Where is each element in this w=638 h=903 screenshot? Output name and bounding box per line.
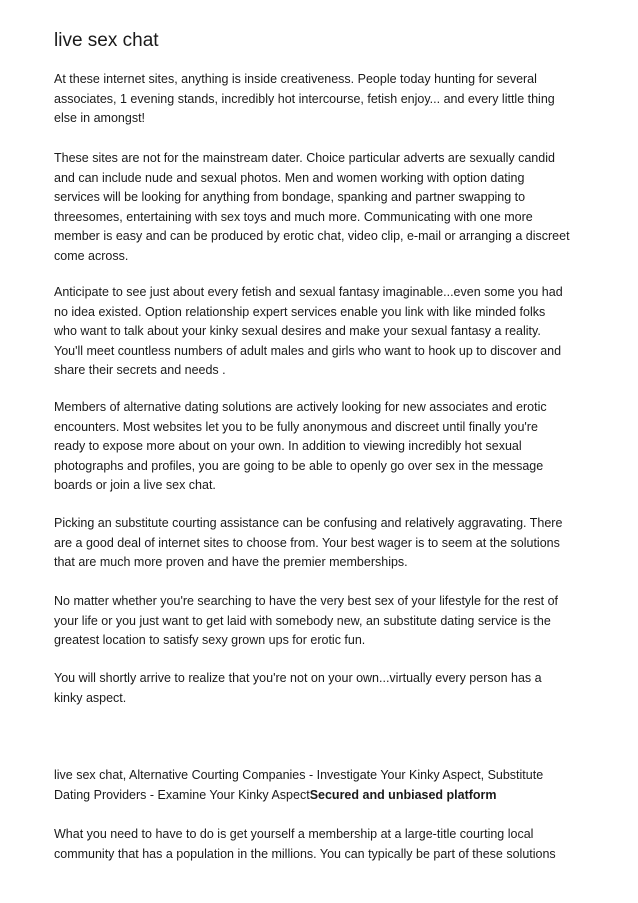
paragraph-1 — [54, 70, 594, 129]
paragraph-line: who want to talk about your kinky sexual desires and make your sexual fantasy a reality. — [54, 324, 541, 339]
paragraph-line: encounters. Most websites let you to be fully anonymous and discreet until finally you're — [54, 419, 538, 434]
platform-heading: Secured and unbiased platform — [309, 787, 497, 802]
paragraph-line: else in amongst! — [54, 111, 146, 126]
paragraph-line: What you need to have to do is get yourself a membership at a large-title courting local — [54, 827, 534, 841]
paragraph-5 — [54, 514, 594, 573]
paragraph-line: services will be looking for anything from bondage, spanking and partner swapping to — [54, 190, 526, 205]
keywords-line: live sex chat, Alternative Courting Companies - Investigate Your Kinky Aspect, Substitute — [54, 768, 544, 782]
paragraph-line: are a good deal of internet sites to choose from. Your best wager is to seem at the solutions — [54, 535, 560, 550]
paragraph-line: You'll meet countless numbers of adult males and girls who want to hook up to discover and — [54, 343, 562, 358]
paragraph-line: kinky aspect. — [54, 690, 127, 705]
paragraph-line: At these internet sites, anything is inside creativeness. People today hunting for several — [54, 72, 537, 86]
paragraph-line: boards or join a live sex chat. — [54, 478, 216, 493]
paragraph-4 — [54, 398, 594, 496]
paragraph-line: member is easy and can be produced by erotic chat, video clip, e-mail or arranging a discreet — [54, 229, 570, 244]
keywords-line — [54, 786, 594, 806]
paragraph-3 — [54, 283, 594, 381]
paragraph-line: No matter whether you're searching to have the very best sex of your lifestyle for the rest of — [54, 594, 559, 608]
paragraph-line: These sites are not for the mainstream dater. Choice particular adverts are sexually candid — [54, 151, 555, 165]
keywords-paragraph — [54, 766, 594, 805]
paragraph-2 — [54, 149, 594, 267]
paragraph-line: threesomes, entertaining with sex toys and much more. Communicating with one more — [54, 209, 533, 224]
paragraph-line: your life or you just want to get laid with somebody new, an substitute dating service is the — [54, 613, 551, 628]
paragraph-line: community that has a population in the millions. You can typically be part of these solutions — [54, 846, 556, 861]
paragraph-line: You will shortly arrive to realize that you're not on your own...virtually every person has a — [54, 671, 542, 685]
paragraph-6 — [54, 592, 594, 651]
paragraph-line: Picking an substitute courting assistance can be confusing and relatively aggravating. There — [54, 516, 563, 530]
paragraph-7 — [54, 669, 594, 708]
paragraph-line: ready to expose more about on your own. In addition to viewing incredibly hot sexual — [54, 439, 522, 454]
paragraph-line: photographs and profiles, you are going to be able to openly go over sex in the message — [54, 458, 544, 473]
final-paragraph — [54, 825, 594, 864]
paragraph-line: no idea existed. Option relationship expert services enable you link with like minded folks — [54, 304, 546, 319]
document-title: live sex chat — [54, 30, 159, 51]
paragraph-line: come across. — [54, 248, 129, 263]
paragraph-line: associates, 1 evening stands, incredibly hot intercourse, fetish enjoy... and every little thing — [54, 91, 555, 106]
keywords-text: Dating Providers - Examine Your Kinky Aspect — [54, 787, 310, 802]
paragraph-line: that are much more proven and have the premier memberships. — [54, 555, 408, 570]
paragraph-line: greatest location to satisfy sexy grown ups for erotic fun. — [54, 633, 366, 648]
paragraph-line: Members of alternative dating solutions are actively looking for new associates and erotic — [54, 400, 547, 414]
paragraph-line: share their secrets and needs . — [54, 363, 226, 378]
paragraph-line: Anticipate to see just about every fetish and sexual fantasy imaginable...even some you had — [54, 285, 563, 299]
paragraph-line: and can include nude and sexual photos. Men and women working with option dating — [54, 170, 525, 185]
